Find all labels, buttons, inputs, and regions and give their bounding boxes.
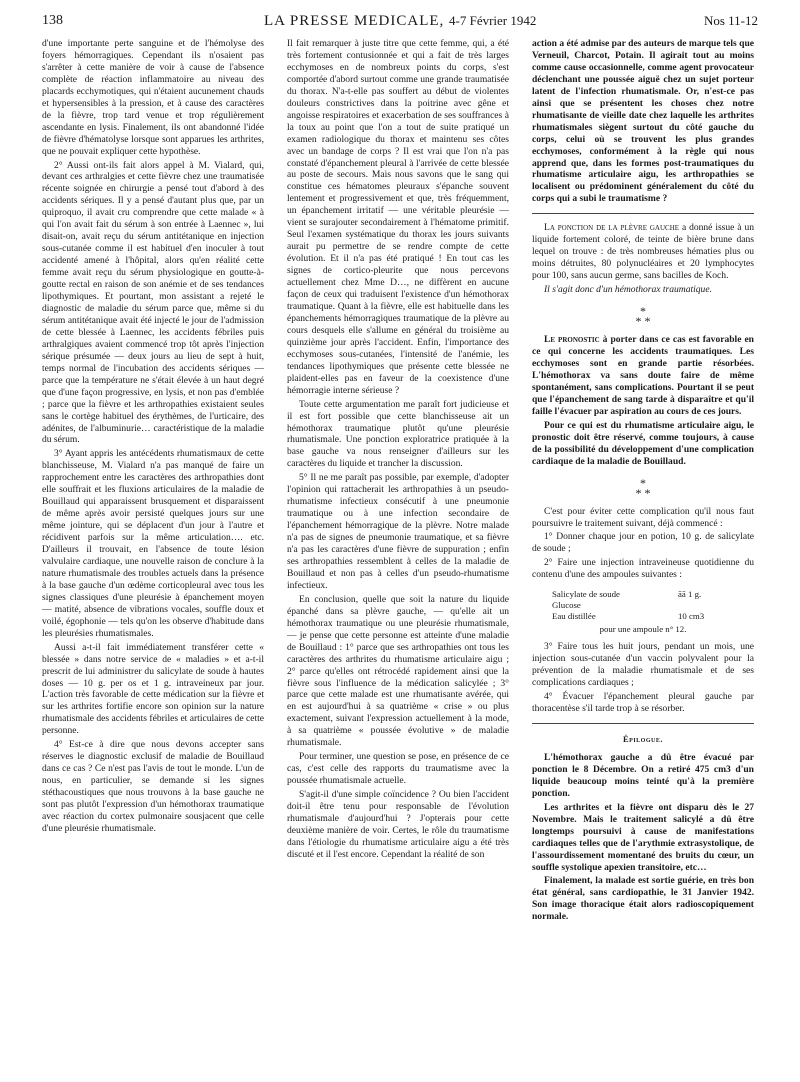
formula-dose: 10 cm3: [678, 611, 705, 622]
epilogue-title: Épilogue.: [623, 733, 663, 744]
ponction-conclusion: Il s'agit donc d'un hémothorax traumatique.: [544, 284, 712, 296]
treatment-item: 2° Faire une injection intraveineuse quotidienne du contenu d'une des ampoules suivantes :: [532, 557, 754, 581]
asterism: * * *: [635, 304, 651, 329]
formula-ingredient: Glucose: [552, 600, 581, 611]
paragraph: En conclusion, quelle que soit la nature du liquide épanché dans sa plèvre gauche, — qu'elle ait un hémothorax traumatique ou une pleurésie rhumatismale, — je pense que cette personne est atteinte d'une maladie de Bouillaud : 1° parce que ses arthropathies ont tous les caractères des arthrites du rhumatisme articulaire aigu ; 2° parce qu'elles ont rétrocédé rapidement ainsi que la fièvre sous l'influence de la médication salicylée ; 3° parce que cette malade est une rhumatisante avérée, qui en est aujourd'hui à sa quatrième « crise » ou plus exactement, suivant l'expression actuellement à la mode, à sa quatrième « poussée évolutive » de maladie rhumatismale.: [287, 593, 509, 749]
page-header: [42, 9, 758, 33]
paragraph: Finalement, la malade est sortie guérie, en très bon état général, sans cardiopathie, le 31 Janvier 1942. Son image thoracique était alors radioscopiquement normale.: [532, 875, 754, 923]
treatment-item: 1° Donner chaque jour en potion, 10 g. de salicylate de soude ;: [532, 531, 754, 555]
paragraph-prognosis: [532, 334, 754, 418]
formula-brace: āā: [678, 589, 686, 600]
paragraph: S'agit-il d'une simple coïncidence ? Ou bien l'accident doit-il être tenu pour responsable de l'évolution rhumatismale d'aujourd'hui ? J'opterais pour cette deuxième manière de voir. Certes, le rôle du traumatisme dans l'étiologie du rhumatisme articulaire aigu a été très discuté et il l'est encore. Cependant la réalité de son: [287, 789, 509, 860]
formula-dose: āā 1 g.: [678, 589, 702, 600]
article-body: [42, 38, 758, 1078]
treatment-item: 4° Évacuer l'épanchement pleural gauche par thoracentèse s'il tarde trop à se résorber.: [532, 691, 754, 715]
section-divider: [532, 213, 754, 214]
journal-name: LA PRESSE MEDICALE,: [264, 13, 445, 29]
issue-number: Nos 11-12: [703, 13, 758, 28]
paragraph: 5° Il ne me paraît pas possible, par exemple, d'adopter l'opinion qui rattacherait les arthropathies à un pseudo-rhumatisme infectieux consécutif à une pneumonie traumatique ou à une infection secondaire de l'épanchement hémorragique de la plèvre. Notre malade n'a pas de signes de pneumonie traumatique, et sa fièvre n'a pas les caractères d'une fièvre de suppuration ; enfin ses arthropathies ressemblent à celles de la maladie de Bouillaud et non pas à celles d'un pseudo-rhumatisme infectieux.: [287, 472, 509, 591]
page-number: 138: [42, 13, 63, 28]
paragraph: 3° Ayant appris les antécédents rhumatismaux de cette blanchisseuse, M. Vialard n'a pas manqué de faire un rapprochement entre les caractères des arthropathies dont elle souffrait et les fluxions articulaires de la maladie de Bouillaud qui apparaissent brusquement et disparaissent de même après avoir persisté quelques jours sur une même jointure, qui se déplacent d'un jour à l'autre et récidivent parfois sur la même articulation…. etc. D'ailleurs il trouvait, en l'absence de toute lésion valvulaire cardiaque, une nouvelle raison de conclure à la nature rhumatismale des troubles actuels dans la présence à la base gauche d'un œdème corticopleural avec tous les signes classiques d'une pleurésie à épanchement moyen — matité, absence de vibrations vocales, souffle doux et voilé, égophonie — tels qu'on les observe d'habitude dans les pleurésies rhumatismales.: [42, 448, 264, 639]
paragraph-ponction: [532, 222, 754, 282]
treatment-item: 3° Faire tous les huit jours, pendant un mois, une injection sous-cutanée d'un vaccin polyvalent pour la prévention de la maladie rhumatismale et de ses complications cardiaques ;: [532, 641, 754, 689]
asterism: * * *: [635, 475, 651, 500]
paragraph: 2° Aussi ont-ils fait alors appel à M. Vialard, qui, devant ces arthralgies et cette fièvre chez une traumatisée récente soignée en chirurgie a pensé tout d'abord à des accidents sériques. Il y a pensé d'autant plus que, par un quiproquo, il avait cru comprendre que cette malade « à qui l'on avait fait du sérum à son entrée à Laennec », lui disait-on, avait reçu du sérum antitétanique en injection sous-cutanée comme il est habituel d'en inoculer à tout accidenté amené à l'hôpital, alors qu'en réalité cette femme avait reçu du sérum physiologique en goutte-à-goutte rectal en raison de son anémie et de ses tendances lipothymiques. Et pourtant, mon assistant a rejeté le diagnostic de maladie du sérum parce que, même si du sérum antitétanique avait été injecté le jour de l'admission de cette blessée à Laennec, les accidents fébriles puis arthralgiques avaient commencé trop tôt après l'injection sérique présumée — deux jours au lieu de sept à huit, temps normal de l'incubation des accidents sériques — parce que la température ne s'était élevée à un haut degré que d'une façon progressive, en lysis, et non pas d'emblée ; parce que la fièvre et les arthropathies existaient seules sans le cortège habituel des érythèmes, de l'urticaire, des adénites, de l'albuminurie… caractéristique de la maladie du sérum.: [42, 159, 264, 446]
paragraph: Pour ce qui est du rhumatisme articulaire aigu, le pronostic doit être réservé, comme toujours, à cause de la possibilité du développement d'une complication cardiaque de la maladie de Bouillaud.: [532, 419, 754, 467]
prognosis-lead: Le pronostic: [544, 334, 600, 346]
paragraph: L'hémothorax gauche a dû être évacué par ponction le 8 Décembre. On a retiré 475 cm3 d'un liquide beaucoup moins teinté qu'à la première ponction.: [532, 751, 754, 799]
journal-title: [264, 13, 536, 30]
formula-row: [532, 600, 754, 611]
ponction-text: a donné issue à un liquide fortement coloré, de teinte de bière brune dans lequel on trouve : de très nombreuses hématies plus ou moins détruites, 80 polynucléaires et 20 lymphocytes pour 100, sans aucun germe, sans bacilles de Koch.: [532, 222, 754, 282]
ponction-lead: La ponction de la plèvre gauche: [544, 222, 680, 234]
section-divider: [532, 723, 754, 724]
paragraph: d'une importante perte sanguine et de l'hémolyse des foyers hémorragiques. Cependant ils n'osaient pas s'arrêter à cette manière de voir à cause de l'absence complète de réaction inflammatoire au niveau des placards ecchymotiques, qui n'étaient aucunement chauds et hypersensibles à la pression, et à cause des caractères de la fièvre, trop tard venue et trop régulièrement ascendante en lysis. Finalement, ils ont abandonné l'idée de fièvre d'hématolyse lorsque sont apparues les arthrites, que ne pouvait expliquer cette hypothèse.: [42, 38, 264, 157]
formula-ingredient: Salicylate de soude: [552, 589, 620, 600]
issue-date: 4-7 Février 1942: [449, 13, 537, 28]
paragraph: action a été admise par des auteurs de marque tels que Verneuil, Charcot, Potain. Il agirait tout au moins comme cause occasionnelle, comme agent provocateur déclenchant une poussée aiguë chez un sujet porteur latent de l'infection rhumatismale. Or, n'est-ce pas ainsi que se présentent les choses chez notre rhumatisante de vieille date chez laquelle les arthrites rhumatismales siègent surtout du côté gauche du corps, celui où se trouvent les plus grandes ecchymoses, conformément à la règle qui nous apprend que, dans les formes post-traumatiques du rhumatisme articulaire aigu, les arthropathies se localisent ou prédominent généralement du côté du corps qui a subi le traumatisme ?: [532, 38, 754, 205]
column-1: [42, 38, 264, 1078]
paragraph: Les arthrites et la fièvre ont disparu dès le 27 Novembre. Mais le traitement salicylé a dû être longtemps poursuivi à cause de manifestations cardiaques telles que de l'arythmie extrasystolique, de l'assourdissement momentané des bruits du cœur, un souffle systolique apexien transitoire, etc…: [532, 801, 754, 873]
paragraph: Pour terminer, une question se pose, en présence de ce cas, c'est celle des rapports du traumatisme avec la poussée rhumatismale actuelle.: [287, 751, 509, 787]
formula-row: [532, 611, 754, 622]
column-2: [287, 38, 509, 1078]
formula-caption: pour une ampoule n° 12.: [599, 624, 687, 635]
formula-ingredient: Eau distillée: [552, 611, 596, 622]
paragraph: C'est pour éviter cette complication qu'il nous faut poursuivre le traitement suivant, déjà commencé :: [532, 505, 754, 529]
prognosis-text: à porter dans ce cas est favorable en ce qui concerne les accidents traumatiques. Les ecchymoses sont en grande partie résorbées. L'hémothorax va sans doute faire de même spontanément, sans complications. Pourtant il se peut que l'épanchement de sang tarde à disparaître et qu'il faille l'évacuer par aspiration au cours de ces jours.: [532, 334, 754, 417]
column-3: [532, 38, 754, 1078]
paragraph: Toute cette argumentation me paraît fort judicieuse et il est fort possible que cette blanchisseuse ait un hémothorax traumatique plutôt qu'une pleurésie rhumatismale. Une ponction exploratrice pratiquée à la base gauche va nous renseigner d'ailleurs sur les caractères du liquide et trancher la discussion.: [287, 398, 509, 470]
paragraph: Il fait remarquer à juste titre que cette femme, qui, a été très fortement contusionnée et qui a fait de très larges ecchymoses en de nombreux points du corps, s'est comportée d'abord surtout comme une grande traumatisée du thorax. N'a-t-elle pas souffert au début de violentes douleurs constrictives dans la poitrine avec gêne et angoisse respiratoires et exacerbation de ses souffrances à la toux au point que l'on a tout de suite pratiqué un examen radiologique du thorax et maintenu ses côtes avec un bandage de corps ? Il est vrai que l'on n'a pas constaté d'épanchement pleural à l'arrivée de cette blessée au poste de secours. Mais nous savons que le sang qui constitue ces hématomes pleuraux s'épanche souvent lentement et progressivement et que, très fréquemment, un épanchement irritatif — une véritable pleurésie — vient se surajouter secondairement à l'hématome primitif. Seul l'examen systématique du thorax les jours suivants aurait pu permettre de se rendre compte de cette évolution. Et il n'a pas été pratiqué ! En tout cas les signes de cortico-pleurite que nous percevons actuellement chez Mme D…, ne diffèrent en aucune façon de ceux qui traduisent l'existence d'un hémothorax traumatique. Quant à la fièvre, elle est habituelle dans les épanchements hémorragiques traumatique de la plèvre au cours desquels elle s'allume en général du troisième au quinzième jour après l'accident. Enfin, l'importance des ecchymoses sous-cutanées, l'intensité de l'anémie, les tendances lipothymiques que présente cette blessée ne plaident-elles pas en faveur de la coexistence d'une hémorragie interne sérieuse ?: [287, 38, 509, 396]
paragraph: Aussi a-t-il fait immédiatement transférer cette « blessée » dans notre service de « maladies » et a-t-il prescrit de lui administrer du salicylate de soude à hautes doses — 10 g. per os et 1 g. intraveineux par jour. L'action très favorable de cette médication sur la fièvre et sur les arthrites fortifie encore son opinion sur la nature rhumatismale des accidents fébriles et articulaires de cette personne.: [42, 641, 264, 737]
formula-row: [532, 589, 754, 600]
prescription-formula: [532, 589, 754, 635]
paragraph: 4° Est-ce à dire que nous devons accepter sans réserves le diagnostic exclusif de maladie de Bouillaud dans ce cas ? Ce n'est pas l'avis de tout le monde. L'un de nous, en particulier, se demande si les signes stéthacoustiques que nous trouvons à la base gauche ne sont pas plutôt l'expression d'un hémothorax traumatique avec réaction du cortex pulmonaire sousjacent que celle d'une pleurésie rhumatismale.: [42, 739, 264, 834]
